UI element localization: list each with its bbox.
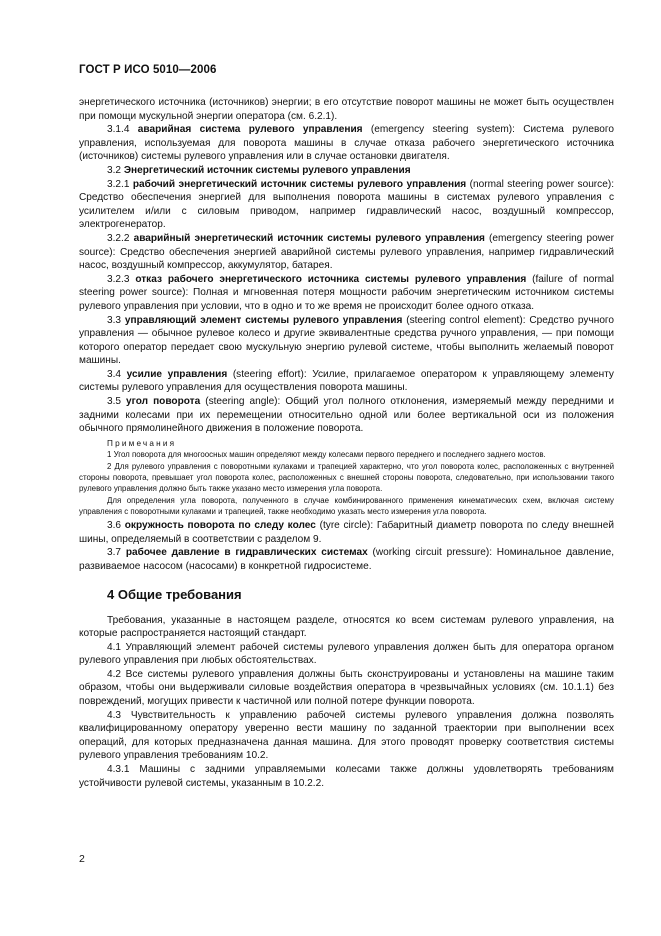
paragraph-text: 3.7 [107,547,126,559]
note-item: Для определения угла поворота, полученного в случае комбинированного применения кинематических схем, включая систему управления с поворотными кулаками и трапецией, также необходимо указать место измерения угла поворота. [79,495,614,516]
paragraph [79,96,614,123]
paragraph [79,395,614,436]
terms-block-3-1 [79,96,614,436]
paragraph-text: 4.2 Все системы рулевого управления должны быть сконструированы и установлены на машине таким образом, чтобы они выдерживали силовые воздействия оператора в чрезвычайных условиях (см. 10.1.1) без повреждений, могущих привести к частичной или полной потере функции поворота. [79,668,614,708]
term-name: Энергетический источник системы рулевого управления [123,164,411,176]
paragraph-text: 3.4 [107,368,127,380]
page-number: 2 [79,853,85,865]
paragraph-text: (emergency steering system): Система рулевого управления, используемая для поворота машины в случае отказа рабочего энергетического источника (источников) системы рулевого управления или в случае остановки двигателя. [79,124,614,163]
document-body [79,96,614,790]
paragraph [79,546,614,573]
paragraph [79,641,614,668]
paragraph [79,668,614,709]
paragraph [79,519,614,546]
term-name: отказ рабочего энергетического источника системы рулевого управления [135,273,527,285]
term-name: управляющий элемент системы рулевого управления [124,314,403,326]
paragraph-text: 3.2 [107,164,124,176]
paragraph-text: 3.2.1 [107,178,133,190]
paragraph-text: (tyre circle): Габаритный диаметр поворота по следу внешней шины, определяемый в соответствии с разделом 9. [79,520,614,545]
notes-list [79,449,614,517]
paragraph-text: Требования, указанные в настоящем разделе, относятся ко всем системам рулевого управления, на которые распространяется настоящий стандарт. [79,614,614,640]
note-item: 2 Для рулевого управления с поворотными кулаками и трапецией характерно, что угол поворота колес, расположенных с внутренней стороны поворота, превышает угол поворота колес, расположенных с внешней стороны поворота, следовательно, при использовании такого рулевого управления должно быть также указано место измерения угла поворота. [79,461,614,494]
paragraph [79,232,614,273]
paragraph-text: 4.1 Управляющий элемент рабочей системы рулевого управления должен быть для оператора органом рулевого управления при любых обстоятельствах. [79,641,614,667]
paragraph-text: 3.6 [107,520,125,532]
term-name: аварийный энергетический источник системы рулевого управления [133,232,485,244]
paragraph-text: (emergency steering power source): Средство обеспечения энергией аварийной системы рулевого управления, например гидравлический насос, воздушный компрессор, аккумулятор, батарея. [79,232,614,272]
paragraph-text: 3.2.2 [107,232,134,244]
section-4-title: 4 Общие требования [107,586,242,602]
term-name: усилие управления [126,368,228,380]
paragraph-text: 4.3.1 Машины с задними управляемыми колесами также должны удовлетворять требованиям устойчивости рулевой системы, указанным в 10.2.2. [79,764,614,789]
paragraph-text: энергетического источника (источников) энергии; в его отсутствие поворот машины не может быть осуществлен при помощи мускульной энергии оператора (см. 6.2.1). [79,97,614,122]
paragraph [79,178,614,232]
document-header: ГОСТ Р ИСО 5010—2006 [79,64,217,76]
note-item: 1 Угол поворота для многоосных машин определяют между колесами первого переднего и последнего заднего мостов. [107,450,546,460]
paragraph-text: 3.1.4 [107,124,138,136]
paragraph-text: (working circuit pressure): Номинальное давление, развиваемое насосом (насосами) в конкретной гидросистеме. [79,547,614,572]
notes-title: Примечания [107,438,177,448]
paragraph [79,314,614,368]
term-name: рабочий энергетический источник системы рулевого управления [132,178,467,190]
term-name: аварийная система рулевого управления [137,124,363,136]
section-4-body [79,614,614,791]
paragraph-text: 4.3 Чувствительность к управлению рабочей системы рулевого управления должна позволять квалифицированному оператору уверенно вести машину по заданной траектории при выполнении всех операций, для которых предназначена данная машина. Для этого проводят проверку соответствия системы рулевого управления требованиям 10.2. [79,709,614,762]
paragraph-text: (steering angle): Общий угол полного отклонения, измеряемый между передними и задними колесами при их перемещении относительно одной или более вертикальной оси из положения обычного прямолинейного движения в положение поворота. [79,396,614,435]
paragraph [79,123,614,164]
paragraph-text: 3.5 [107,396,127,408]
paragraph [79,368,614,395]
term-name: окружность поворота по следу колес [124,520,316,532]
paragraph [79,164,614,178]
paragraph [79,273,614,314]
term-name: рабочее давление в гидравлических системах [125,547,368,559]
paragraph [79,709,614,763]
paragraph-text: 3.3 [107,314,125,326]
notes-block [79,438,614,517]
paragraph-text: 3.2.3 [107,273,136,285]
term-name: угол поворота [126,396,201,408]
terms-block-3-6 [79,519,614,573]
paragraph-text: (steering control element): Средство ручного управления — обычное рулевое колесо и другие эквивалентные средства ручного управления, — при помощи которого оператор передает свою мускульную энергию рулевой системе, чтобы выполнить желаемый поворот машины. [79,314,615,367]
paragraph [79,614,614,641]
paragraph-text: (steering effort): Усилие, прилагаемое оператором к управляющему элементу системы рулевого управления для осуществления поворота машины. [79,368,614,394]
paragraph-text: (normal steering power source): Средство обеспечения энергией для выполнения поворота машины в системах рулевого управления с усилителем и/или с силовым приводом, например гидравлический насос, воздушный компрессор, электрогенератор. [79,178,614,231]
paragraph [79,763,614,790]
paragraph-text: (failure of normal steering power source): Полная и мгновенная потеря мощности рабочим энергетическим источником системы рулевого управления при условии, что в одно и то же время не происходит более одного отказа. [79,273,614,312]
